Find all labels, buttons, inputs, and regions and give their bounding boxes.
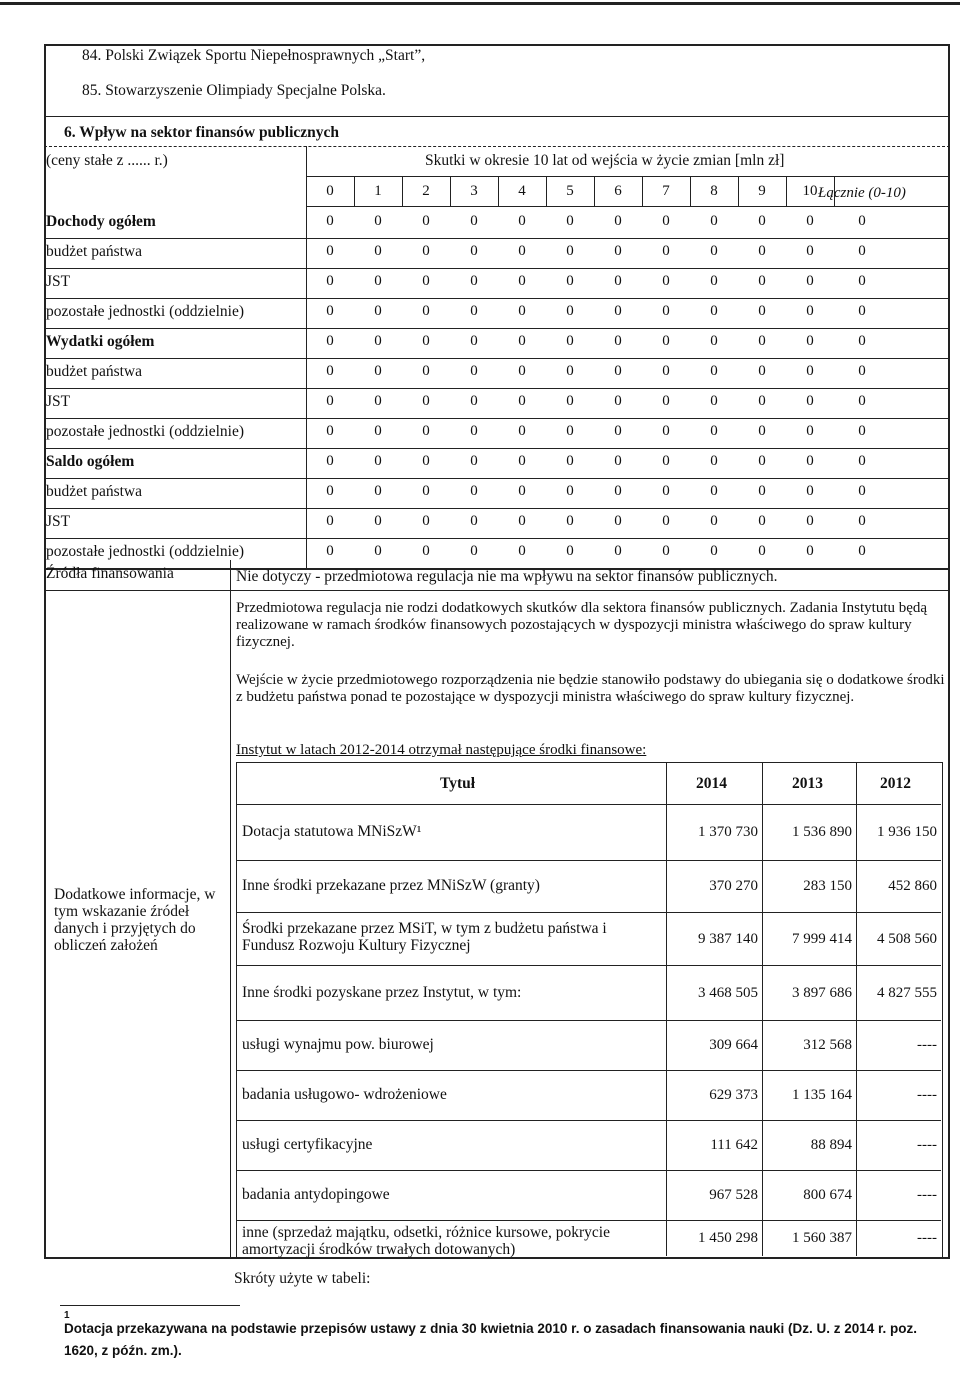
year-header-cell: 7 bbox=[662, 183, 670, 199]
funds-cell-2013: 312 568 bbox=[803, 1037, 852, 1053]
impact-cell: 0 bbox=[806, 483, 814, 499]
impact-cell: 0 bbox=[662, 543, 670, 559]
impact-cell: 0 bbox=[614, 453, 622, 469]
funds-row-title: Inne środki pozyskane przez Instytut, w tym: bbox=[242, 983, 522, 1001]
impact-cell: 0 bbox=[326, 423, 334, 439]
impact-cell: 0 bbox=[566, 513, 574, 529]
impact-cell: 0 bbox=[758, 393, 766, 409]
year-header-cell: 5 bbox=[566, 183, 574, 199]
impact-cell: 0 bbox=[422, 213, 430, 229]
impact-cell: 0 bbox=[374, 483, 382, 499]
impact-cell: 0 bbox=[374, 333, 382, 349]
impact-cell: 0 bbox=[566, 363, 574, 379]
sources-text: Nie dotyczy - przedmiotowa regulacja nie ma wpływu na sektor finansów publicznych. bbox=[236, 568, 778, 585]
funds-cell-2013: 3 897 686 bbox=[792, 984, 852, 1001]
funds-cell-2012: 4 508 560 bbox=[877, 930, 937, 947]
impact-cell: 0 bbox=[470, 543, 478, 559]
section-title: 6. Wpływ na sektor finansów publicznych bbox=[64, 124, 340, 141]
impact-cell: 0 bbox=[614, 273, 622, 289]
impact-cell: 0 bbox=[566, 303, 574, 319]
impact-cell: 0 bbox=[662, 273, 670, 289]
impact-cell: 0 bbox=[422, 243, 430, 259]
funds-cell-2014: 629 373 bbox=[709, 1087, 758, 1103]
abbrev-label: Skróty użyte w tabeli: bbox=[234, 1270, 371, 1287]
impact-row-label: Wydatki ogółem bbox=[46, 333, 155, 350]
funds-row-border bbox=[236, 1120, 941, 1121]
impact-cell: 0 bbox=[662, 213, 670, 229]
impact-cell: 0 bbox=[806, 423, 814, 439]
impact-cell: 0 bbox=[758, 513, 766, 529]
impact-cell: 0 bbox=[662, 483, 670, 499]
footnote-rule bbox=[60, 1305, 240, 1306]
impact-cell: 0 bbox=[662, 393, 670, 409]
impact-cell: 0 bbox=[326, 483, 334, 499]
impact-cell: 0 bbox=[566, 543, 574, 559]
year-header-border bbox=[402, 176, 403, 206]
year-header-cell: 2 bbox=[422, 183, 430, 199]
funds-row-border bbox=[236, 1170, 941, 1171]
impact-cell: 0 bbox=[422, 483, 430, 499]
impact-cell: 0 bbox=[614, 423, 622, 439]
funds-cell-2012: 452 860 bbox=[888, 878, 937, 894]
impact-row-label: budżet państwa bbox=[46, 483, 142, 500]
funds-cell-2012: ---- bbox=[917, 1187, 937, 1203]
impact-cell: 0 bbox=[662, 363, 670, 379]
impact-cell: 0 bbox=[758, 243, 766, 259]
impact-cell: 0 bbox=[422, 333, 430, 349]
impact-row-label: JST bbox=[46, 273, 71, 290]
row-divider bbox=[44, 358, 950, 359]
funds-row-border bbox=[236, 965, 941, 966]
row-divider bbox=[44, 238, 950, 239]
funds-cell-2013: 800 674 bbox=[803, 1187, 852, 1203]
impact-cell: 0 bbox=[518, 393, 526, 409]
impact-cell: 0 bbox=[758, 483, 766, 499]
impact-cell: 0 bbox=[758, 453, 766, 469]
funds-row-title: inne (sprzedaż majątku, odsetki, różnice kursowe, pokrycie amortyzacji środków trwałych dotowanych) bbox=[242, 1224, 610, 1258]
impact-cell: 0 bbox=[858, 423, 866, 439]
impact-cell: 0 bbox=[758, 213, 766, 229]
funds-row-title: usługi wynajmu pow. biurowej bbox=[242, 1036, 434, 1053]
impact-cell: 0 bbox=[614, 243, 622, 259]
impact-cell: 0 bbox=[326, 303, 334, 319]
funds-cell-2012: ---- bbox=[917, 1087, 937, 1103]
impact-cell: 0 bbox=[806, 363, 814, 379]
impact-cell: 0 bbox=[858, 213, 866, 229]
impact-cell: 0 bbox=[374, 393, 382, 409]
impact-cell: 0 bbox=[326, 273, 334, 289]
impact-cell: 0 bbox=[710, 213, 718, 229]
impact-cell: 0 bbox=[422, 513, 430, 529]
sources-label: Źródła finansowania bbox=[46, 565, 174, 582]
impact-cell: 0 bbox=[518, 543, 526, 559]
impact-cell: 0 bbox=[374, 273, 382, 289]
impact-cell: 0 bbox=[566, 273, 574, 289]
impact-cell: 0 bbox=[374, 543, 382, 559]
impact-cell: 0 bbox=[422, 273, 430, 289]
divider bbox=[44, 146, 950, 147]
impact-cell: 0 bbox=[710, 273, 718, 289]
funds-cell-2014: 1 450 298 bbox=[698, 1230, 758, 1246]
impact-cell: 0 bbox=[566, 453, 574, 469]
impact-cell: 0 bbox=[470, 303, 478, 319]
impact-cell: 0 bbox=[518, 273, 526, 289]
impact-cell: 0 bbox=[662, 303, 670, 319]
year-header-cell: 10 bbox=[802, 183, 818, 199]
year-row-bottom bbox=[306, 206, 950, 207]
impact-cell: 0 bbox=[806, 333, 814, 349]
funds-cell-2014: 370 270 bbox=[709, 878, 758, 894]
impact-cell: 0 bbox=[374, 453, 382, 469]
year-header-cell: 4 bbox=[518, 183, 526, 199]
year-header-border bbox=[738, 176, 739, 206]
funds-cell-2012: ---- bbox=[917, 1137, 937, 1153]
impact-cell: 0 bbox=[710, 483, 718, 499]
effects-header: Skutki w okresie 10 lat od wejścia w życie zmian [mln zł] bbox=[425, 152, 785, 169]
impact-cell: 0 bbox=[858, 303, 866, 319]
impact-cell: 0 bbox=[470, 393, 478, 409]
impact-cell: 0 bbox=[470, 513, 478, 529]
impact-cell: 0 bbox=[858, 483, 866, 499]
funds-cell-2013: 283 150 bbox=[803, 878, 852, 894]
funds-cell-2012: ---- bbox=[917, 1037, 937, 1053]
impact-cell: 0 bbox=[422, 393, 430, 409]
impact-cell: 0 bbox=[710, 393, 718, 409]
year-header-border bbox=[642, 176, 643, 206]
row-divider bbox=[44, 448, 950, 449]
year-header-cell: 0 bbox=[326, 183, 334, 199]
impact-cell: 0 bbox=[614, 513, 622, 529]
year-header-border bbox=[546, 176, 547, 206]
funds-cell-2013: 1 560 387 bbox=[792, 1230, 852, 1246]
impact-cell: 0 bbox=[326, 333, 334, 349]
impact-cell: 0 bbox=[470, 213, 478, 229]
impact-cell: 0 bbox=[858, 393, 866, 409]
impact-cell: 0 bbox=[422, 423, 430, 439]
impact-cell: 0 bbox=[566, 243, 574, 259]
year-header-cell: 3 bbox=[470, 183, 478, 199]
row-divider bbox=[44, 418, 950, 419]
funds-cell-2012: 4 827 555 bbox=[877, 984, 937, 1001]
year-header-border bbox=[786, 176, 787, 206]
impact-cell: 0 bbox=[858, 273, 866, 289]
funds-row-title: Środki przekazane przez MSiT, w tym z budżetu państwa i Fundusz Rozwoju Kultury Fizycznej bbox=[242, 920, 607, 954]
impact-cell: 0 bbox=[710, 423, 718, 439]
list-item-84: 84. Polski Związek Sportu Niepełnosprawnych „Start”, bbox=[82, 47, 426, 64]
paragraph-3: Instytut w latach 2012-2014 otrzymał następujące środki finansowe: bbox=[236, 742, 647, 758]
impact-cell: 0 bbox=[470, 363, 478, 379]
impact-cell: 0 bbox=[518, 483, 526, 499]
impact-cell: 0 bbox=[662, 453, 670, 469]
impact-cell: 0 bbox=[758, 333, 766, 349]
year-header-cell: 8 bbox=[710, 183, 718, 199]
impact-cell: 0 bbox=[470, 423, 478, 439]
impact-cell: 0 bbox=[518, 333, 526, 349]
funds-header-border bbox=[236, 804, 941, 805]
impact-cell: 0 bbox=[470, 453, 478, 469]
impact-cell: 0 bbox=[566, 333, 574, 349]
impact-cell: 0 bbox=[758, 273, 766, 289]
impact-cell: 0 bbox=[614, 543, 622, 559]
funds-cell-2012: ---- bbox=[917, 1230, 937, 1246]
impact-cell: 0 bbox=[374, 303, 382, 319]
page-top-rule bbox=[0, 2, 960, 5]
impact-cell: 0 bbox=[614, 213, 622, 229]
funds-row-border bbox=[236, 1070, 941, 1071]
paragraph-2: Wejście w życie przedmiotowego rozporządzenia nie będzie stanowiło podstawy do ubiegania się o dodatkowe środki z budżetu państwa ponad te pozostające w dyspozycji ministra właściwego do spraw kultury fizycznej. bbox=[236, 672, 945, 705]
funds-header-title: Tytuł bbox=[440, 775, 476, 792]
impact-cell: 0 bbox=[326, 543, 334, 559]
impact-cell: 0 bbox=[470, 483, 478, 499]
impact-cell: 0 bbox=[662, 423, 670, 439]
impact-cell: 0 bbox=[662, 333, 670, 349]
funds-row-border bbox=[236, 1020, 941, 1021]
year-header-border bbox=[354, 176, 355, 206]
impact-cell: 0 bbox=[662, 513, 670, 529]
funds-row-title: usługi certyfikacyjne bbox=[242, 1136, 373, 1153]
funds-row-title: Dotacja statutowa MNiSzW¹ bbox=[242, 823, 422, 840]
impact-cell: 0 bbox=[806, 303, 814, 319]
year-header-cell: 9 bbox=[758, 183, 766, 199]
impact-row-label: JST bbox=[46, 513, 71, 530]
impact-row-label: budżet państwa bbox=[46, 363, 142, 380]
impact-cell: 0 bbox=[858, 363, 866, 379]
impact-cell: 0 bbox=[518, 513, 526, 529]
impact-cell: 0 bbox=[566, 423, 574, 439]
year-header-cell: 1 bbox=[374, 183, 382, 199]
funds-cell-2013: 88 894 bbox=[810, 1137, 852, 1153]
impact-cell: 0 bbox=[614, 393, 622, 409]
funds-cell-2013: 7 999 414 bbox=[792, 930, 852, 947]
impact-cell: 0 bbox=[422, 453, 430, 469]
impact-cell: 0 bbox=[566, 483, 574, 499]
impact-cell: 0 bbox=[710, 513, 718, 529]
impact-cell: 0 bbox=[806, 543, 814, 559]
impact-cell: 0 bbox=[858, 513, 866, 529]
impact-cell: 0 bbox=[758, 423, 766, 439]
impact-cell: 0 bbox=[518, 423, 526, 439]
impact-cell: 0 bbox=[326, 393, 334, 409]
impact-cell: 0 bbox=[758, 363, 766, 379]
impact-row-label: pozostałe jednostki (oddzielnie) bbox=[46, 303, 244, 320]
row-divider bbox=[44, 298, 950, 299]
row-divider bbox=[44, 538, 950, 539]
impact-cell: 0 bbox=[806, 273, 814, 289]
impact-cell: 0 bbox=[710, 243, 718, 259]
divider bbox=[44, 116, 950, 117]
list-item-85: 85. Stowarzyszenie Olimpiady Specjalne Polska. bbox=[82, 82, 386, 99]
row-divider bbox=[44, 268, 950, 269]
footnote-text: Dotacja przekazywana na podstawie przepisów ustawy z dnia 30 kwietnia 2010 r. o zasadach finansowania nauki (Dz. U. z 2014 r. poz. 1620, z późn. zm.). bbox=[64, 1321, 918, 1358]
impact-cell: 0 bbox=[710, 453, 718, 469]
impact-cell: 0 bbox=[422, 543, 430, 559]
impact-cell: 0 bbox=[374, 423, 382, 439]
year-header-cell: 6 bbox=[614, 183, 622, 199]
funds-row-border bbox=[236, 1220, 941, 1221]
funds-cell-2014: 111 642 bbox=[710, 1137, 758, 1153]
impact-cell: 0 bbox=[710, 303, 718, 319]
impact-cell: 0 bbox=[858, 453, 866, 469]
footnote-mark: 1 bbox=[64, 1310, 70, 1321]
row-divider bbox=[44, 508, 950, 509]
impact-cell: 0 bbox=[614, 333, 622, 349]
impact-cell: 0 bbox=[806, 453, 814, 469]
impact-cell: 0 bbox=[374, 213, 382, 229]
funds-cell-2013: 1 536 890 bbox=[792, 824, 852, 840]
divider bbox=[44, 590, 950, 591]
funds-cell-2014: 3 468 505 bbox=[698, 984, 758, 1001]
impact-cell: 0 bbox=[858, 543, 866, 559]
row-divider bbox=[44, 388, 950, 389]
impact-row-label: pozostałe jednostki (oddzielnie) bbox=[46, 423, 244, 440]
left-column-border bbox=[230, 560, 231, 1259]
row-divider bbox=[44, 328, 950, 329]
impact-cell: 0 bbox=[326, 513, 334, 529]
funds-cell-2012: 1 936 150 bbox=[877, 824, 937, 840]
year-header-border bbox=[594, 176, 595, 206]
impact-row-label: budżet państwa bbox=[46, 243, 142, 260]
funds-row-border bbox=[236, 860, 941, 861]
impact-cell: 0 bbox=[470, 333, 478, 349]
impact-cell: 0 bbox=[806, 243, 814, 259]
impact-cell: 0 bbox=[470, 243, 478, 259]
paragraph-1: Przedmiotowa regulacja nie rodzi dodatkowych skutków dla sektora finansów publicznych. Zadania Instytutu będą realizowane w ramach środków finansowych pozostających w dyspozycji ministra właściwego do spraw kultury fizycznej. bbox=[236, 600, 928, 650]
impact-cell: 0 bbox=[566, 393, 574, 409]
impact-cell: 0 bbox=[518, 453, 526, 469]
impact-cell: 0 bbox=[614, 483, 622, 499]
impact-cell: 0 bbox=[858, 243, 866, 259]
impact-row-label: pozostałe jednostki (oddzielnie) bbox=[46, 543, 244, 560]
impact-cell: 0 bbox=[614, 363, 622, 379]
impact-cell: 0 bbox=[662, 243, 670, 259]
impact-cell: 0 bbox=[518, 303, 526, 319]
total-header-cell: Łącznie (0-10) bbox=[818, 185, 906, 201]
impact-row-label: JST bbox=[46, 393, 71, 410]
impact-row-label: Saldo ogółem bbox=[46, 453, 135, 470]
additional-info-label: Dodatkowe informacje, w tym wskazanie źródeł danych i przyjętych do obliczeń założeń bbox=[54, 886, 216, 954]
impact-cell: 0 bbox=[566, 213, 574, 229]
year-header-border bbox=[498, 176, 499, 206]
funds-row-title: badania antydopingowe bbox=[242, 1186, 390, 1203]
impact-cell: 0 bbox=[326, 453, 334, 469]
impact-cell: 0 bbox=[326, 363, 334, 379]
impact-cell: 0 bbox=[422, 363, 430, 379]
impact-cell: 0 bbox=[614, 303, 622, 319]
funds-cell-2014: 9 387 140 bbox=[698, 930, 758, 947]
impact-cell: 0 bbox=[422, 303, 430, 319]
impact-cell: 0 bbox=[710, 363, 718, 379]
year-header-border bbox=[690, 176, 691, 206]
funds-row-title: badania usługowo- wdrożeniowe bbox=[242, 1086, 447, 1103]
year-header-border bbox=[450, 176, 451, 206]
impact-cell: 0 bbox=[806, 513, 814, 529]
impact-cell: 0 bbox=[518, 243, 526, 259]
impact-cell: 0 bbox=[374, 243, 382, 259]
funds-row-border bbox=[236, 912, 941, 913]
impact-cell: 0 bbox=[374, 363, 382, 379]
impact-cell: 0 bbox=[518, 213, 526, 229]
impact-cell: 0 bbox=[518, 363, 526, 379]
funds-header-2014: 2014 bbox=[696, 775, 727, 792]
funds-cell-2014: 967 528 bbox=[709, 1187, 758, 1203]
funds-header-2012: 2012 bbox=[880, 775, 911, 792]
impact-cell: 0 bbox=[758, 543, 766, 559]
funds-cell-2014: 1 370 730 bbox=[698, 824, 758, 840]
impact-cell: 0 bbox=[326, 213, 334, 229]
funds-cell-2014: 309 664 bbox=[709, 1037, 758, 1053]
row-divider bbox=[44, 478, 950, 479]
impact-cell: 0 bbox=[858, 333, 866, 349]
funds-header-2013: 2013 bbox=[792, 775, 823, 792]
funds-row-title: Inne środki przekazane przez MNiSzW (granty) bbox=[242, 877, 540, 894]
impact-cell: 0 bbox=[374, 513, 382, 529]
impact-cell: 0 bbox=[758, 303, 766, 319]
impact-cell: 0 bbox=[470, 273, 478, 289]
impact-cell: 0 bbox=[806, 393, 814, 409]
impact-cell: 0 bbox=[806, 213, 814, 229]
impact-cell: 0 bbox=[710, 333, 718, 349]
impact-cell: 0 bbox=[710, 543, 718, 559]
funds-cell-2013: 1 135 164 bbox=[792, 1087, 852, 1103]
impact-cell: 0 bbox=[326, 243, 334, 259]
impact-row-label: Dochody ogółem bbox=[46, 213, 156, 230]
prices-label: (ceny stałe z ...... r.) bbox=[46, 152, 168, 169]
